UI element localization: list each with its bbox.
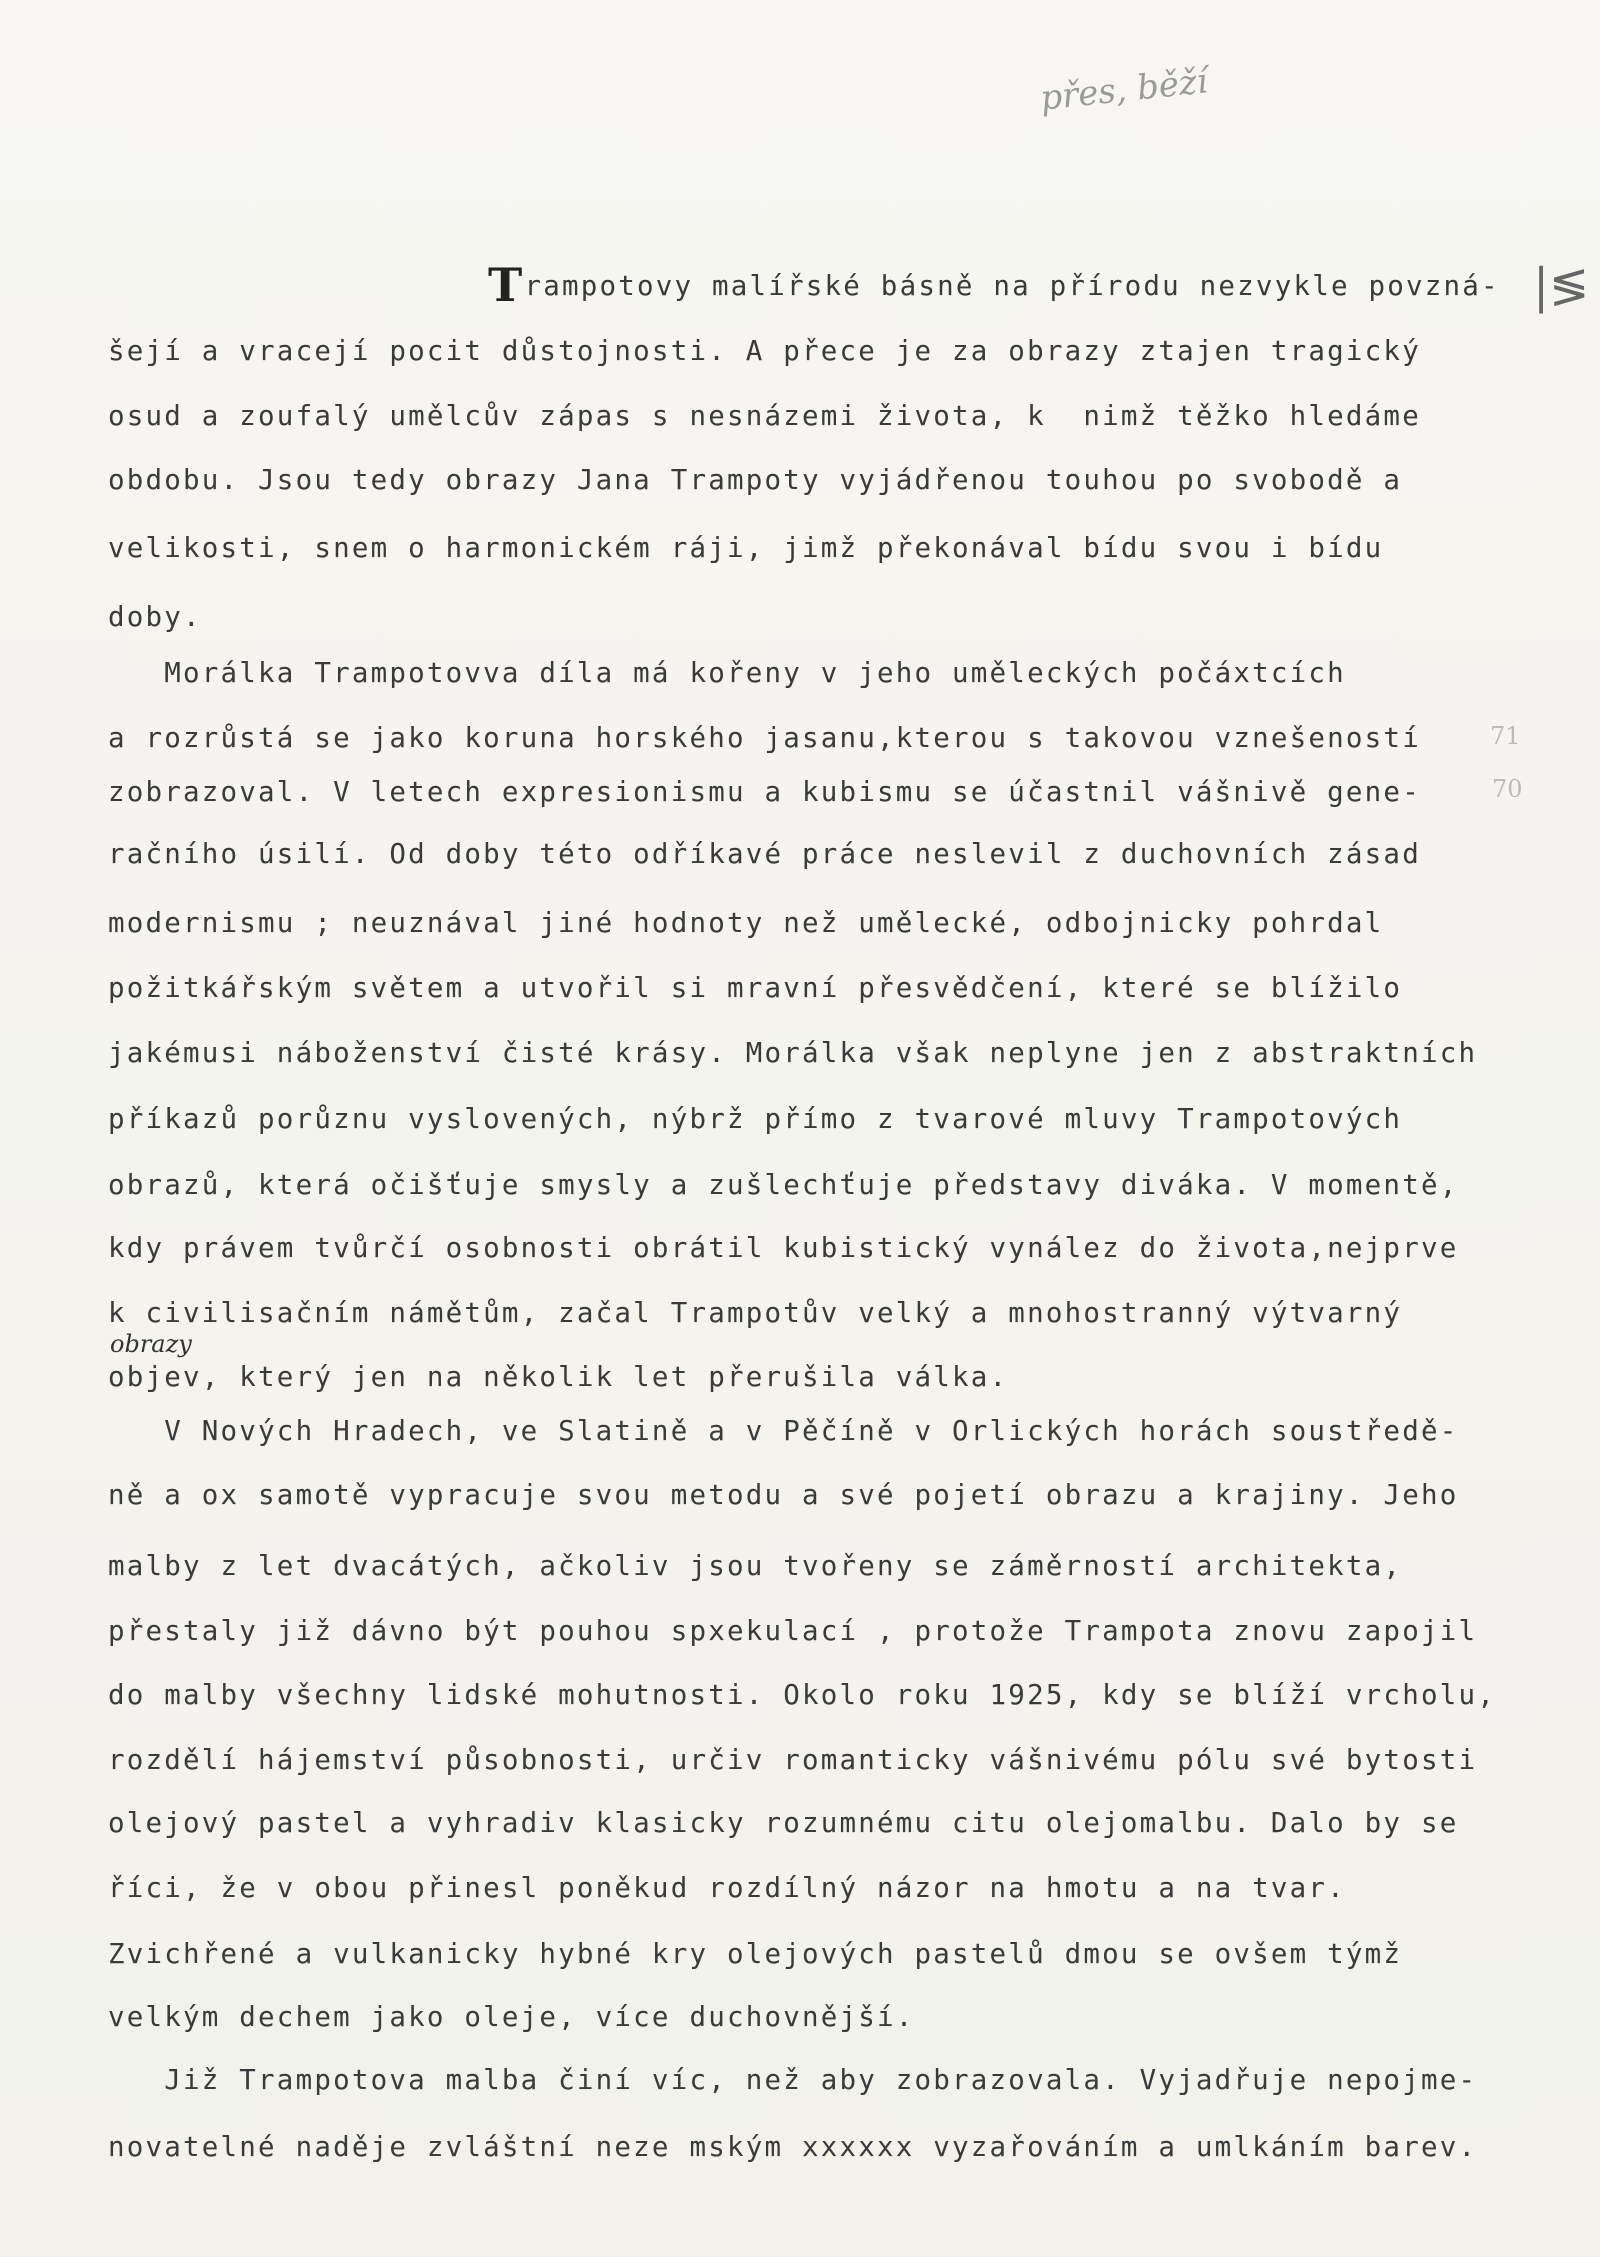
text-line-12: požitkářským světem a utvořil si mravní přesvědčení, které se blížilo	[108, 972, 1403, 1004]
faint-margin-number-1: 71	[1490, 722, 1521, 750]
text-line-7: Morálka Trampotovva díla má kořeny v jeho uměleckých počáxtcích	[108, 657, 1346, 689]
text-line-25: olejový pastel a vyhradiv klasicky rozumnému citu olejomalbu. Dalo by se	[108, 1807, 1459, 1839]
text-line-16: kdy právem tvůrčí osobnosti obrátil kubistický vynález do života,nejprve	[108, 1232, 1459, 1264]
text-line-4: obdobu. Jsou tedy obrazy Jana Trampoty vyjádřenou touhou po svobodě a	[108, 464, 1403, 496]
text-line-24: rozdělí hájemství působnosti, určiv romanticky vášnivému pólu své bytosti	[108, 1744, 1478, 1776]
handwritten-insert-obrazy: obrazy	[110, 1330, 192, 1358]
text-line-6: doby.	[108, 601, 202, 633]
text-line-2: šejí a vracejí pocit důstojnosti. A přece je za obrazy ztajen tragický	[108, 335, 1421, 367]
text-line-1: Trampotovy malířské básně na přírodu nezvykle povzná-	[488, 258, 1500, 312]
text-line-11: modernismu ; neuznával jiné hodnoty než umělecké, odbojnicky pohrdal	[108, 907, 1384, 939]
text-line-18: objev, který jen na několik let přerušila válka.	[108, 1361, 1009, 1393]
text-line-5: velikosti, snem o harmonickém ráji, jimž překonával bídu svou i bídu	[108, 532, 1384, 564]
text-line-9: zobrazoval. V letech expresionismu a kubismu se účastnil vášnivě gene-	[108, 776, 1421, 808]
text-line-27: Zvichřené a vulkanicky hybné kry olejových pastelů dmou se ovšem týmž	[108, 1938, 1403, 1970]
text-line-3: osud a zoufalý umělcův zápas s nesnázemi života, k nimž těžko hledáme	[108, 400, 1421, 432]
text-line-28: velkým dechem jako oleje, více duchovnější.	[108, 2001, 915, 2033]
faint-margin-number-2: 70	[1492, 775, 1523, 803]
text-line-29: Již Trampotova malba činí víc, než aby zobrazovala. Vyjadřuje nepojme-	[108, 2064, 1478, 2096]
text-line-19: V Nových Hradech, ve Slatině a v Pěčíně v Orlických horách soustředě-	[108, 1415, 1459, 1447]
text-line-23: do malby všechny lidské mohutnosti. Okolo roku 1925, kdy se blíží vrcholu,	[108, 1679, 1496, 1711]
text-line-21: malby z let dvacátých, ačkoliv jsou tvořeny se záměrností architekta,	[108, 1550, 1403, 1582]
text-line-15: obrazů, která očišťuje smysly a zušlechťuje představy diváka. V momentě,	[108, 1169, 1459, 1201]
text-line-13: jakémusi náboženství čisté krásy. Morálka však neplyne jen z abstraktních	[108, 1037, 1478, 1069]
text-line-26: říci, že v obou přinesl poněkud rozdílný názor na hmotu a na tvar.	[108, 1872, 1346, 1904]
drop-cap: T	[488, 258, 525, 312]
text-line-10: račního úsilí. Od doby této odříkavé práce neslevil z duchovních zásad	[108, 838, 1421, 870]
margin-correction-mark: |≶	[1533, 258, 1590, 314]
text-line-17: k civilisačním námětům, začal Trampotův velký a mnohostranný výtvarný	[108, 1297, 1403, 1329]
text-line-20: ně a ox samotě vypracuje svou metodu a své pojetí obrazu a krajiny. Jeho	[108, 1479, 1459, 1511]
margin-handwritten-note: přes, běží	[1038, 61, 1210, 119]
text-line-8: a rozrůstá se jako koruna horského jasanu,kterou s takovou vznešeností	[108, 722, 1421, 754]
text-line-22: přestaly již dávno být pouhou spxekulací , protože Trampota znovu zapojil	[108, 1615, 1478, 1647]
text-line-30: novatelné naděje zvláštní neze mským xxxxxx vyzařováním a umlkáním barev.	[108, 2131, 1478, 2163]
text-line-14: příkazů porůznu vyslovených, nýbrž přímo z tvarové mluvy Trampotových	[108, 1103, 1403, 1135]
